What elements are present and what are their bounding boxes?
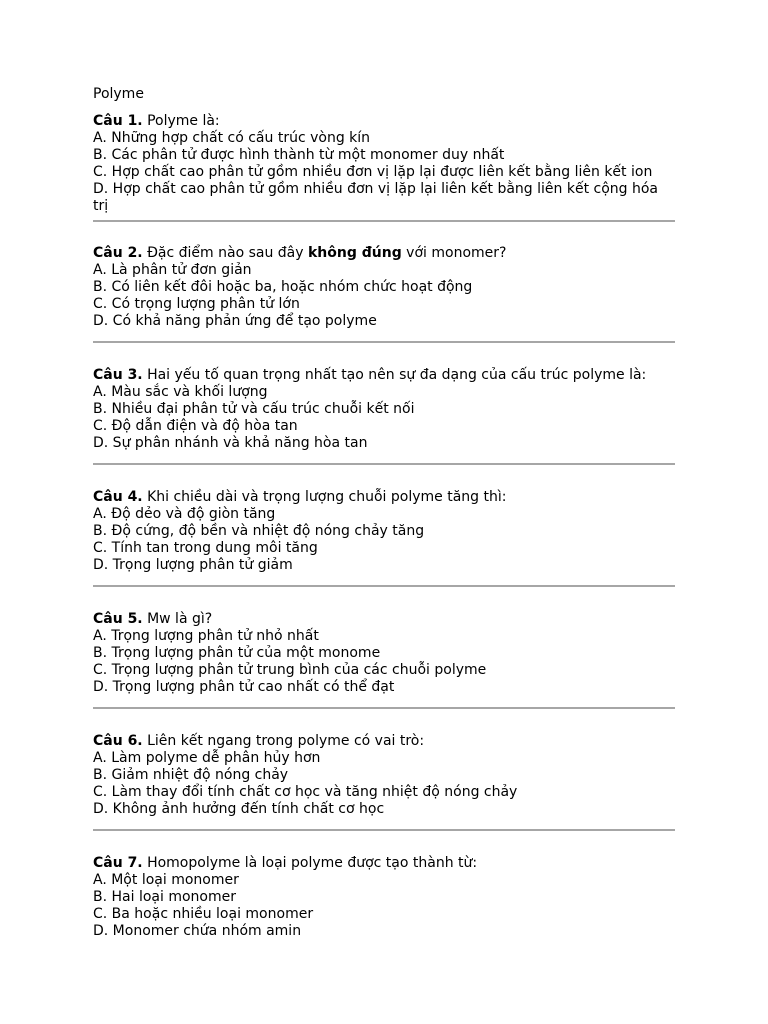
option-d: D. Trọng lượng phân tử giảm xyxy=(93,557,293,573)
option-d: D. Sự phân nhánh và khả năng hòa tan xyxy=(93,435,368,451)
question-stem xyxy=(93,113,677,130)
question-stem xyxy=(93,489,677,506)
option-b: B. Trọng lượng phân tử của một monome xyxy=(93,645,381,661)
option-a: A. Những hợp chất có cấu trúc vòng kín xyxy=(93,130,371,146)
document-title: Polyme xyxy=(93,86,144,102)
option-d: D. Không ảnh hưởng đến tính chất cơ học xyxy=(93,801,385,817)
option-a: A. Một loại monomer xyxy=(93,872,239,888)
question-stem xyxy=(93,733,677,750)
option-a: A. Độ dẻo và độ giòn tăng xyxy=(93,506,276,522)
question-6 xyxy=(93,733,677,818)
question-text: Liên kết ngang trong polyme có vai trò: xyxy=(142,733,425,749)
option-c: C. Ba hoặc nhiều loại monomer xyxy=(93,906,314,922)
question-number: Câu 2. xyxy=(93,245,143,261)
option-a: A. Trọng lượng phân tử nhỏ nhất xyxy=(93,628,319,644)
question-7 xyxy=(93,855,677,940)
option-a: A. Màu sắc và khối lượng xyxy=(93,384,268,400)
question-emphasis: không đúng xyxy=(308,245,402,261)
question-stem xyxy=(93,855,677,872)
option-c: C. Tính tan trong dung môi tăng xyxy=(93,540,318,556)
question-text: Polyme là: xyxy=(142,113,220,129)
question-text: Mw là gì? xyxy=(142,611,213,627)
question-stem xyxy=(93,367,677,384)
option-d: D. Monomer chứa nhóm amin xyxy=(93,923,302,939)
question-text: Homopolyme là loại polyme được tạo thành từ: xyxy=(142,855,478,871)
option-b: B. Có liên kết đôi hoặc ba, hoặc nhóm chức hoạt động xyxy=(93,279,473,295)
question-number: Câu 3. xyxy=(93,367,143,383)
question-5 xyxy=(93,611,677,696)
option-d: D. Có khả năng phản ứng để tạo polyme xyxy=(93,313,377,329)
option-b: B. Nhiều đại phân tử và cấu trúc chuỗi kết nối xyxy=(93,401,415,417)
option-d: D. Hợp chất cao phân tử gồm nhiều đơn vị lặp lại liên kết bằng liên kết cộng hóa trị xyxy=(93,181,659,214)
question-text-end: với monomer? xyxy=(401,245,507,261)
question-number: Câu 5. xyxy=(93,611,143,627)
question-text: Đặc điểm nào sau đây xyxy=(142,245,308,261)
question-number: Câu 7. xyxy=(93,855,143,871)
question-number: Câu 1. xyxy=(93,113,143,129)
question-number: Câu 6. xyxy=(93,733,143,749)
question-4 xyxy=(93,489,677,574)
option-a: A. Là phân tử đơn giản xyxy=(93,262,252,278)
option-b: B. Các phân tử được hình thành từ một monomer duy nhất xyxy=(93,147,505,163)
option-b: B. Hai loại monomer xyxy=(93,889,236,905)
question-text: Hai yếu tố quan trọng nhất tạo nên sự đa dạng của cấu trúc polyme là: xyxy=(142,367,647,383)
option-d: D. Trọng lượng phân tử cao nhất có thể đạt xyxy=(93,679,395,695)
question-1 xyxy=(93,113,677,215)
option-b: B. Giảm nhiệt độ nóng chảy xyxy=(93,767,289,783)
option-c: C. Hợp chất cao phân tử gồm nhiều đơn vị lặp lại được liên kết bằng liên kết ion xyxy=(93,164,653,180)
question-2 xyxy=(93,245,677,330)
option-b: B. Độ cứng, độ bền và nhiệt độ nóng chảy tăng xyxy=(93,523,425,539)
document-page xyxy=(93,86,677,940)
option-a: A. Làm polyme dễ phân hủy hơn xyxy=(93,750,321,766)
question-number: Câu 4. xyxy=(93,489,143,505)
option-c: C. Trọng lượng phân tử trung bình của các chuỗi polyme xyxy=(93,662,487,678)
option-c: C. Làm thay đổi tính chất cơ học và tăng nhiệt độ nóng chảy xyxy=(93,784,518,800)
question-stem xyxy=(93,611,677,628)
question-text: Khi chiều dài và trọng lượng chuỗi polyme tăng thì: xyxy=(142,489,507,505)
question-3 xyxy=(93,367,677,452)
option-c: C. Có trọng lượng phân tử lớn xyxy=(93,296,300,312)
question-stem xyxy=(93,245,677,262)
option-c: C. Độ dẫn điện và độ hòa tan xyxy=(93,418,298,434)
